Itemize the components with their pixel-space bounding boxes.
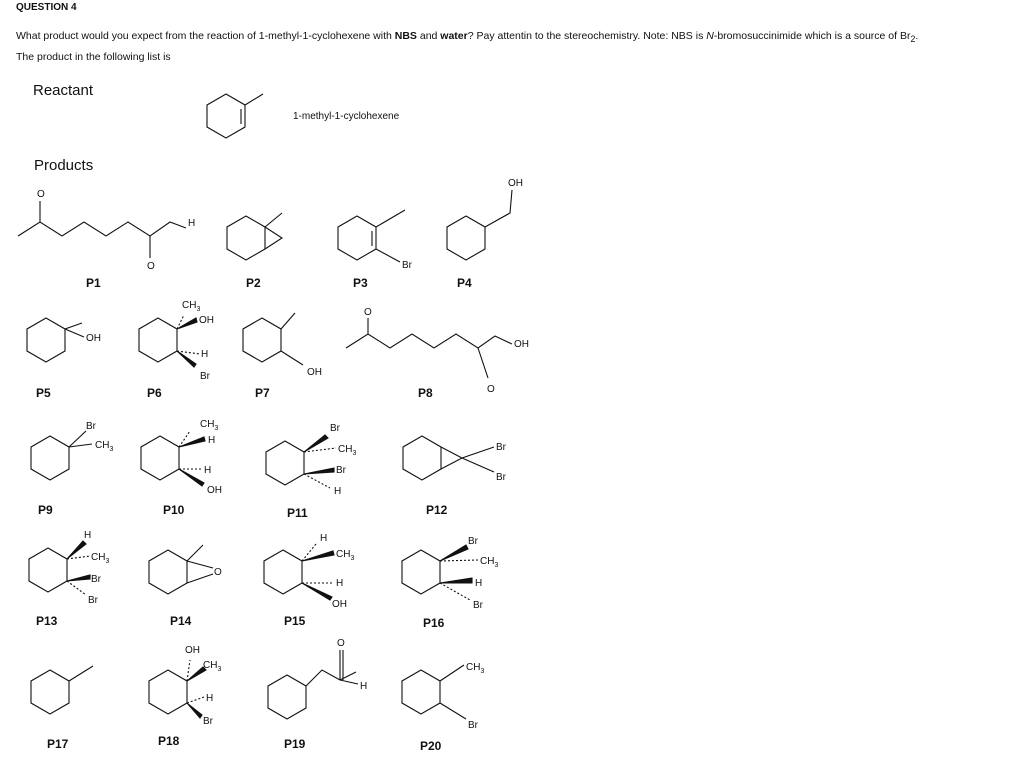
p18-oh-atom: OH <box>185 645 200 656</box>
reactant-structure <box>207 94 263 138</box>
p15-h-atom: H <box>320 533 328 544</box>
question-text-part: . <box>915 30 919 42</box>
p2-structure <box>227 213 282 260</box>
p12-structure <box>403 436 494 480</box>
question-header: QUESTION 4 <box>16 2 77 13</box>
label-p15: P15 <box>284 614 306 628</box>
p9-ch3-atom: $CH_3$ <box>95 440 114 453</box>
label-p2: P2 <box>246 276 261 290</box>
p17-structure <box>31 666 93 714</box>
label-p16: P16 <box>423 616 445 630</box>
p5-structure <box>27 318 84 362</box>
p15-oh-atom: OH <box>332 599 347 610</box>
label-p19: P19 <box>284 737 306 751</box>
p6-structure <box>139 315 200 367</box>
p19-structure <box>268 650 358 719</box>
p11-br2-atom: Br <box>336 465 346 476</box>
p4-oh-atom: OH <box>508 178 523 189</box>
p15-structure <box>264 544 334 600</box>
p18-h-atom: H <box>206 693 214 704</box>
p3-br-atom: Br <box>402 260 412 271</box>
p9-structure <box>31 431 92 480</box>
p16-ch3-atom: $CH_3$ <box>480 556 499 569</box>
p20-structure <box>402 665 466 719</box>
p6-ch3-atom: $CH_3$ <box>182 300 201 313</box>
p16-br2-atom: Br <box>473 600 483 611</box>
n-italic: N <box>706 30 714 42</box>
p8-structure <box>346 318 512 378</box>
label-p18: P18 <box>158 734 180 748</box>
p20-ch3-atom: $CH_3$ <box>466 662 485 675</box>
p15-h2-atom: H <box>336 578 344 589</box>
p12-br2-atom: Br <box>496 472 506 483</box>
p10-h2-atom: H <box>204 465 212 476</box>
label-p13: P13 <box>36 614 58 628</box>
p16-h-atom: H <box>475 578 483 589</box>
p15-ch3-atom: $CH_3$ <box>336 549 355 562</box>
reactant-heading: Reactant <box>33 82 94 99</box>
p5-oh-atom: OH <box>86 333 101 344</box>
products-heading: Products <box>34 157 94 174</box>
p8-o-atom: O <box>364 307 372 318</box>
p9-br-atom: Br <box>86 421 96 432</box>
label-p11: P11 <box>287 506 308 520</box>
p6-oh-atom: OH <box>199 315 214 326</box>
p8-o2-atom: O <box>487 384 495 395</box>
label-p7: P7 <box>255 386 270 400</box>
p7-structure <box>243 313 303 365</box>
p7-oh-atom: OH <box>307 367 322 378</box>
label-p5: P5 <box>36 386 51 400</box>
p19-h-atom: H <box>360 681 368 692</box>
p18-structure <box>149 660 206 718</box>
question-text-part: -bromosuccinimide which is a source of Br <box>713 30 911 42</box>
p13-structure <box>29 541 90 595</box>
p13-br-atom: Br <box>91 574 101 585</box>
p13-h-atom: H <box>84 530 92 541</box>
p13-br2-atom: Br <box>88 595 98 606</box>
label-p14: P14 <box>170 614 192 628</box>
label-p10: P10 <box>163 503 185 517</box>
p11-br-atom: Br <box>330 423 340 434</box>
p12-br-atom: Br <box>496 442 506 453</box>
label-p20: P20 <box>420 739 442 753</box>
p19-o-atom: O <box>337 638 345 649</box>
p11-ch3-atom: $CH_3$ <box>338 444 357 457</box>
p8-oh-atom: OH <box>514 339 529 350</box>
label-p1: P1 <box>86 276 101 290</box>
p13-ch3-atom: $CH_3$ <box>91 552 110 565</box>
p4-structure <box>447 190 512 260</box>
p20-br-atom: Br <box>468 720 478 731</box>
nbs-text: NBS <box>394 30 417 42</box>
p1-h-atom: H <box>188 218 196 229</box>
subscript-2: 2 <box>910 34 916 45</box>
label-p3: P3 <box>353 276 368 290</box>
p10-h-atom: H <box>208 435 216 446</box>
p3-structure <box>338 210 405 262</box>
label-p4: P4 <box>457 276 472 290</box>
p16-br-atom: Br <box>468 536 478 547</box>
water-text: water <box>440 30 468 42</box>
p10-structure <box>141 431 205 486</box>
label-p8: P8 <box>418 386 433 400</box>
p1-o-atom: O <box>37 189 45 200</box>
p11-h-atom: H <box>334 486 342 497</box>
p6-h-atom: H <box>201 349 209 360</box>
question-text-part: ? Pay attentin to the stereochemistry. Note: NBS is <box>467 30 707 42</box>
reactant-name: 1-methyl-1-cyclohexene <box>293 111 400 122</box>
p18-br-atom: Br <box>203 716 213 727</box>
label-p9: P9 <box>38 503 53 517</box>
question-text-part: and <box>416 30 441 42</box>
p16-structure <box>402 545 478 600</box>
p14-structure <box>149 545 213 594</box>
question-prompt: The product in the following list is <box>16 51 171 64</box>
label-p17: P17 <box>47 737 69 751</box>
p10-oh-atom: OH <box>207 485 222 496</box>
label-p6: P6 <box>147 386 162 400</box>
label-p12: P12 <box>426 503 448 517</box>
p1-structure <box>18 201 186 258</box>
p11-structure <box>266 435 336 488</box>
p1-o2-atom: O <box>147 261 155 272</box>
p18-ch3-atom: $CH_3$ <box>203 660 222 673</box>
p10-ch3-atom: $CH_3$ <box>200 419 219 432</box>
p6-br-atom: Br <box>200 371 210 382</box>
p14-o-atom: O <box>214 567 222 578</box>
question-text-part: What product would you expect from the reaction of 1-methyl-1-cyclohexene with <box>16 30 395 42</box>
